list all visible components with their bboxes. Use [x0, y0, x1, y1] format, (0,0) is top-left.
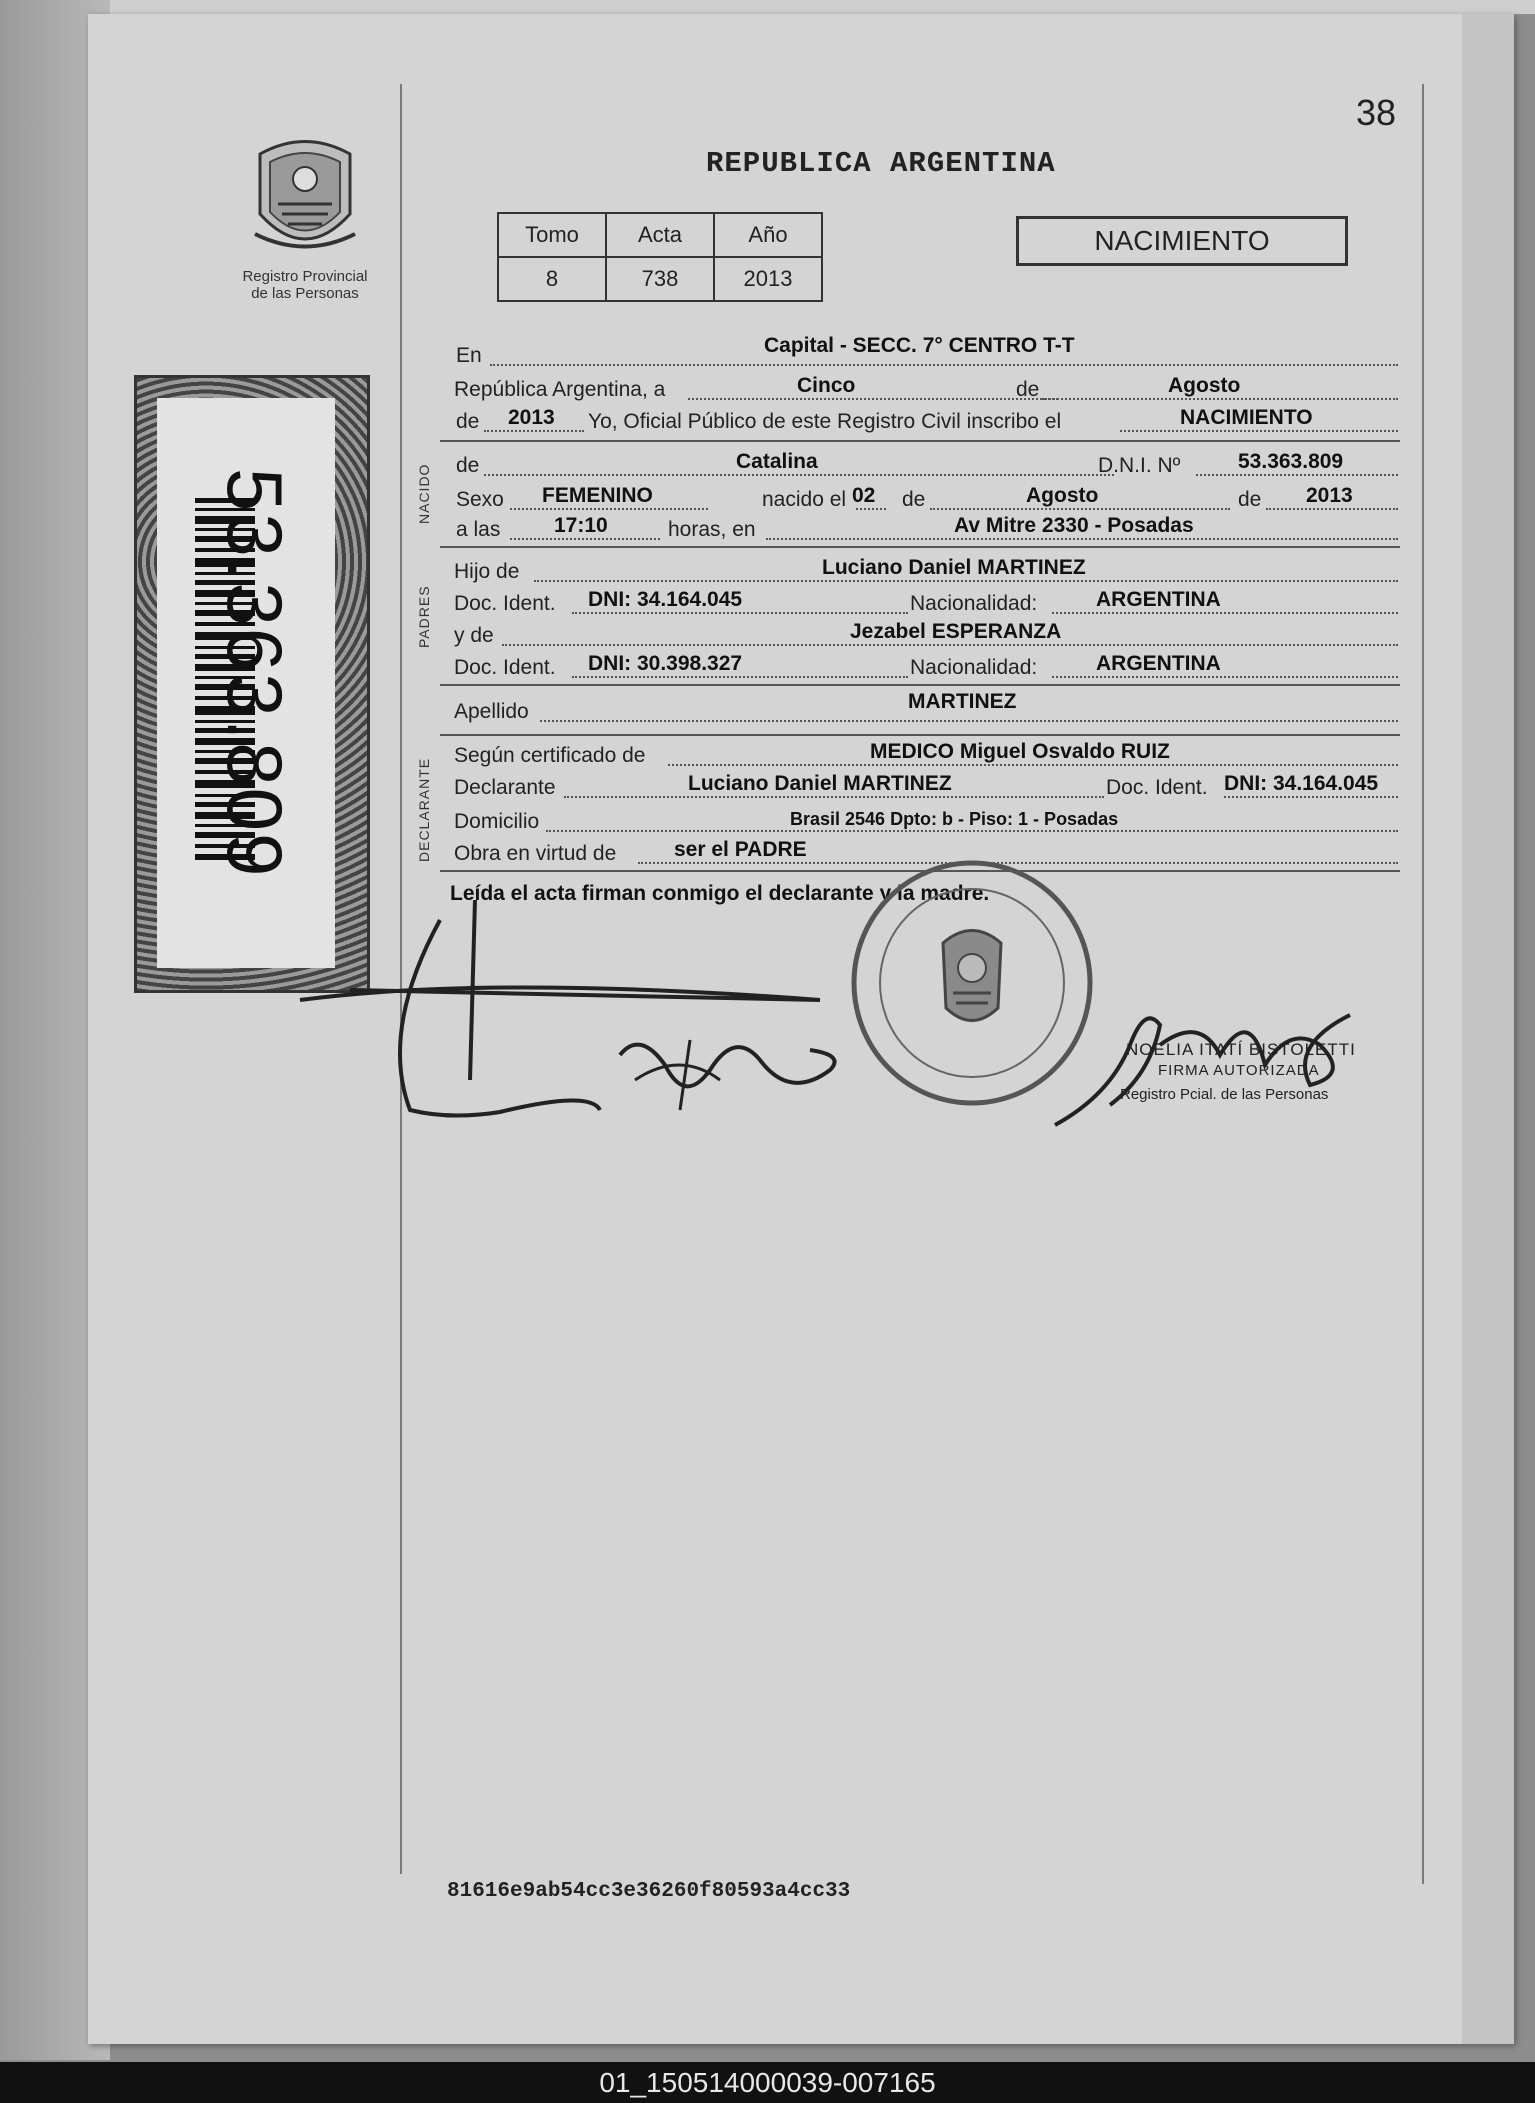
row-place [454, 334, 1398, 370]
dotted-line [564, 796, 1104, 798]
value-father-name: Luciano Daniel MARTINEZ [822, 556, 1086, 579]
value-birth-year: 2013 [1306, 484, 1353, 507]
value-sex: FEMENINO [542, 484, 653, 507]
value-mother-name: Jezabel ESPERANZA [850, 620, 1062, 643]
row-inscription [454, 406, 1398, 436]
label-doc: Doc. Ident. [454, 592, 556, 615]
label-capacity: Obra en virtud de [454, 842, 617, 865]
label-child-of: Hijo de [454, 560, 520, 583]
dotted-line [1042, 398, 1398, 400]
page-edge [1462, 14, 1514, 2044]
value-name: Catalina [736, 450, 818, 473]
dotted-line [930, 508, 1230, 510]
dotted-line [510, 538, 660, 540]
dotted-line [572, 676, 908, 678]
dotted-line [484, 474, 1114, 476]
row-surname [454, 690, 1398, 726]
dotted-line [1224, 796, 1398, 798]
dotted-line [490, 364, 1398, 366]
declarant-signature [290, 880, 850, 1130]
table-value-year: 2013 [714, 257, 822, 301]
label-and-of: y de [454, 624, 494, 647]
row-mother [454, 620, 1398, 650]
section-divider [440, 546, 1400, 548]
row-date-text [454, 374, 1398, 404]
table-header-acta: Acta [606, 213, 714, 257]
official-role: FIRMA AUTORIZADA [1158, 1062, 1320, 1079]
row-certificate [454, 740, 1398, 770]
dotted-line [546, 830, 1398, 832]
label-nationality: Nacionalidad: [910, 656, 1038, 679]
barcode-number: 53.363.809 [211, 468, 299, 879]
dotted-line [688, 398, 1058, 400]
label-de: de [456, 410, 480, 433]
label-de: de [902, 488, 926, 511]
footer-file-id: 01_150514000039-007165 [599, 2067, 936, 2098]
value-father-doc: DNI: 34.164.045 [588, 588, 743, 611]
label-sex: Sexo [456, 488, 504, 511]
label-republic: República Argentina, a [454, 378, 666, 401]
value-father-nationality: ARGENTINA [1096, 588, 1221, 611]
label-de: de [1238, 488, 1262, 511]
value-surname: MARTINEZ [908, 690, 1017, 713]
row-declarant [454, 772, 1398, 802]
document-title: REPUBLICA ARGENTINA [706, 147, 1056, 180]
row-father [454, 556, 1398, 586]
dotted-line [1196, 474, 1398, 476]
official-signature [1050, 985, 1390, 1135]
background-top [0, 0, 1535, 14]
section-divider [440, 684, 1400, 686]
label-nationality: Nacionalidad: [910, 592, 1038, 615]
side-label-born: NACIDO [416, 463, 432, 524]
label-at: a las [456, 518, 501, 541]
label-surname: Apellido [454, 700, 529, 723]
value-mother-nationality: ARGENTINA [1096, 652, 1221, 675]
row-name [454, 450, 1398, 480]
record-table [497, 212, 823, 302]
dotted-line [502, 644, 1398, 646]
value-year: 2013 [508, 406, 555, 429]
value-certificate: MEDICO Miguel Osvaldo RUIZ [870, 740, 1170, 763]
dotted-line [510, 508, 708, 510]
page-number: 38 [1356, 92, 1397, 133]
dotted-line [856, 508, 886, 510]
table-value-tomo: 8 [498, 257, 606, 301]
value-declarant-doc: DNI: 34.164.045 [1224, 772, 1379, 795]
value-day-text: Cinco [797, 374, 856, 397]
registry-name-line1: Registro Provincial [242, 268, 368, 285]
dotted-line [668, 764, 1398, 766]
value-birth-time: 17:10 [554, 514, 608, 537]
dotted-line [484, 430, 584, 432]
dotted-line [1052, 676, 1398, 678]
label-doc: Doc. Ident. [454, 656, 556, 679]
row-time-place [454, 514, 1398, 544]
label-inscribo: Yo, Oficial Público de este Registro Civil inscribo el [588, 410, 1062, 433]
value-declarant-name: Luciano Daniel MARTINEZ [688, 772, 952, 795]
table-header-year: Año [714, 213, 822, 257]
official-registry: Registro Pcial. de las Personas [1120, 1086, 1329, 1103]
label-hours: horas, en [668, 518, 756, 541]
official-name: NOELIA ITATÍ BISTOLETTI [1126, 1040, 1356, 1059]
label-address: Domicilio [454, 810, 540, 833]
row-address [454, 806, 1398, 836]
value-inscribed-type: NACIMIENTO [1180, 406, 1313, 429]
dotted-line [572, 612, 908, 614]
dotted-line [540, 720, 1398, 722]
label-declarant: Declarante [454, 776, 556, 799]
section-divider [440, 734, 1400, 736]
footer-bar [0, 2062, 1535, 2103]
value-dni: 53.363.809 [1238, 450, 1344, 473]
value-mother-doc: DNI: 30.398.327 [588, 652, 743, 675]
side-label-declarant: DECLARANTE [416, 757, 432, 862]
label-doc: Doc. Ident. [1106, 776, 1208, 799]
label-en: En [456, 344, 482, 367]
row-mother-doc [454, 652, 1398, 682]
table-header-tomo: Tomo [498, 213, 606, 257]
value-address: Brasil 2546 Dpto: b - Piso: 1 - Posadas [790, 809, 1119, 829]
value-birth-day: 02 [852, 484, 876, 507]
section-divider [440, 440, 1400, 442]
label-born-on: nacido el [762, 488, 847, 511]
side-label-parents: PADRES [416, 585, 432, 648]
table-value-acta: 738 [606, 257, 714, 301]
label-certificate: Según certificado de [454, 744, 646, 767]
registry-name-line2: de las Personas [251, 285, 359, 302]
dotted-line [534, 580, 1398, 582]
value-birth-month: Agosto [1026, 484, 1099, 507]
registry-name [230, 268, 380, 302]
dotted-line [1120, 430, 1398, 432]
value-place: Capital - SECC. 7° CENTRO T-T [764, 334, 1075, 357]
right-margin-line [1422, 84, 1424, 1884]
dotted-line [766, 538, 1398, 540]
value-birth-place: Av Mitre 2330 - Posadas [954, 514, 1194, 537]
document-hash: 81616e9ab54cc3e36260f80593a4cc33 [447, 1880, 851, 1903]
dotted-line [1266, 508, 1398, 510]
row-sex-birth [454, 484, 1398, 514]
label-de: de [456, 454, 480, 477]
record-type-box: NACIMIENTO [1016, 216, 1348, 266]
label-de: de [1016, 378, 1040, 401]
province-emblem-icon [250, 134, 360, 264]
value-capacity: ser el PADRE [674, 838, 807, 861]
value-month-text: Agosto [1168, 374, 1241, 397]
dotted-line [1052, 612, 1398, 614]
closing-text: Leída el acta firman conmigo el declarante y la madre. [450, 882, 990, 905]
label-dni: D.N.I. Nº [1098, 454, 1181, 477]
row-father-doc [454, 588, 1398, 618]
